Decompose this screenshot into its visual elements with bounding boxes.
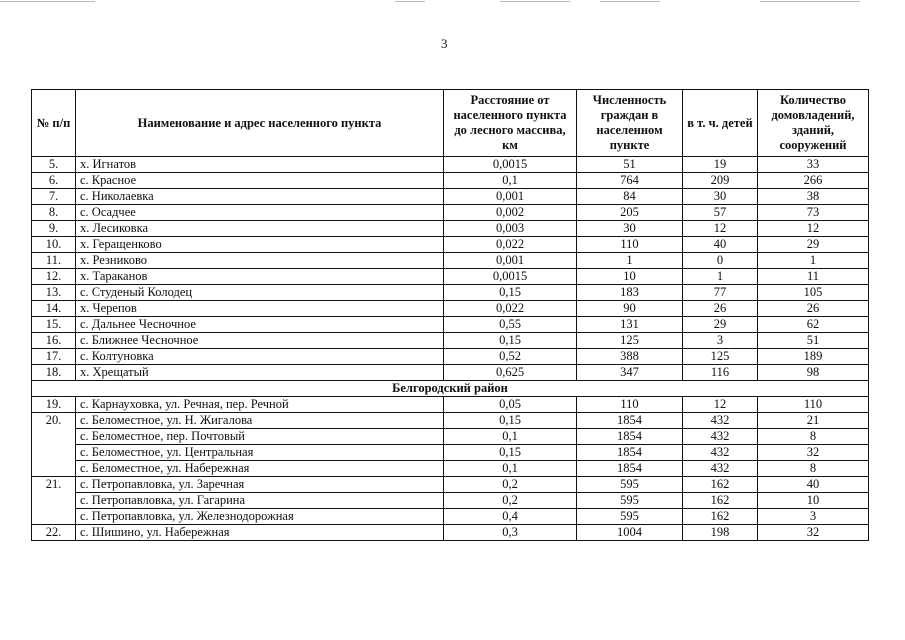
cell-num: 7. xyxy=(32,189,76,205)
cell-buildings: 26 xyxy=(758,301,869,317)
cell-distance: 0,15 xyxy=(444,413,577,429)
cell-distance: 0,05 xyxy=(444,397,577,413)
cell-children: 432 xyxy=(683,445,758,461)
cell-buildings: 32 xyxy=(758,525,869,541)
cell-children: 12 xyxy=(683,397,758,413)
cell-population: 110 xyxy=(577,397,683,413)
cell-buildings: 38 xyxy=(758,189,869,205)
table-row xyxy=(32,429,869,445)
cell-name: с. Беломестное, пер. Почтовый xyxy=(76,429,444,445)
cell-name: с. Николаевка xyxy=(76,189,444,205)
cell-buildings: 12 xyxy=(758,221,869,237)
cell-population: 131 xyxy=(577,317,683,333)
cell-children: 40 xyxy=(683,237,758,253)
cell-name: х. Черепов xyxy=(76,301,444,317)
cell-population: 125 xyxy=(577,333,683,349)
cell-buildings: 21 xyxy=(758,413,869,429)
table-row xyxy=(32,461,869,477)
table-row xyxy=(32,477,869,493)
cell-children: 77 xyxy=(683,285,758,301)
cell-name: с. Петропавловка, ул. Заречная xyxy=(76,477,444,493)
cell-children: 162 xyxy=(683,477,758,493)
cell-num: 16. xyxy=(32,333,76,349)
cell-buildings: 40 xyxy=(758,477,869,493)
cell-num: 9. xyxy=(32,221,76,237)
cell-distance: 0,022 xyxy=(444,237,577,253)
scan-artifact xyxy=(760,1,860,2)
cell-population: 1854 xyxy=(577,429,683,445)
cell-buildings: 3 xyxy=(758,509,869,525)
cell-population: 1854 xyxy=(577,461,683,477)
settlements-table xyxy=(31,89,869,541)
cell-name: с. Дальнее Чесночное xyxy=(76,317,444,333)
cell-distance: 0,022 xyxy=(444,301,577,317)
cell-children: 432 xyxy=(683,429,758,445)
cell-population: 10 xyxy=(577,269,683,285)
table-row xyxy=(32,189,869,205)
cell-children: 162 xyxy=(683,509,758,525)
cell-children: 29 xyxy=(683,317,758,333)
cell-buildings: 1 xyxy=(758,253,869,269)
cell-children: 1 xyxy=(683,269,758,285)
section-title: Белгородский район xyxy=(32,381,869,397)
cell-name: с. Красное xyxy=(76,173,444,189)
cell-num: 22. xyxy=(32,525,76,541)
cell-num: 19. xyxy=(32,397,76,413)
cell-children: 19 xyxy=(683,157,758,173)
cell-children: 432 xyxy=(683,461,758,477)
table-row xyxy=(32,237,869,253)
cell-population: 1854 xyxy=(577,413,683,429)
cell-children: 0 xyxy=(683,253,758,269)
cell-buildings: 266 xyxy=(758,173,869,189)
cell-distance: 0,3 xyxy=(444,525,577,541)
cell-buildings: 62 xyxy=(758,317,869,333)
cell-distance: 0,003 xyxy=(444,221,577,237)
cell-buildings: 51 xyxy=(758,333,869,349)
cell-num: 10. xyxy=(32,237,76,253)
table-row xyxy=(32,525,869,541)
cell-num: 5. xyxy=(32,157,76,173)
table-row xyxy=(32,301,869,317)
table-row xyxy=(32,445,869,461)
cell-population: 1854 xyxy=(577,445,683,461)
cell-name: с. Петропавловка, ул. Гагарина xyxy=(76,493,444,509)
scan-artifact xyxy=(600,1,660,2)
cell-children: 57 xyxy=(683,205,758,221)
table-row xyxy=(32,221,869,237)
cell-buildings: 11 xyxy=(758,269,869,285)
cell-buildings: 8 xyxy=(758,461,869,477)
cell-population: 595 xyxy=(577,477,683,493)
cell-buildings: 105 xyxy=(758,285,869,301)
page-number: 3 xyxy=(441,36,448,51)
cell-children: 26 xyxy=(683,301,758,317)
cell-num: 8. xyxy=(32,205,76,221)
cell-population: 84 xyxy=(577,189,683,205)
cell-name: с. Ближнее Чесночное xyxy=(76,333,444,349)
cell-num: 15. xyxy=(32,317,76,333)
cell-children: 198 xyxy=(683,525,758,541)
cell-buildings: 98 xyxy=(758,365,869,381)
cell-population: 388 xyxy=(577,349,683,365)
cell-population: 595 xyxy=(577,493,683,509)
cell-num: 18. xyxy=(32,365,76,381)
cell-buildings: 73 xyxy=(758,205,869,221)
cell-population: 110 xyxy=(577,237,683,253)
cell-population: 1004 xyxy=(577,525,683,541)
cell-children: 116 xyxy=(683,365,758,381)
cell-population: 764 xyxy=(577,173,683,189)
cell-distance: 0,625 xyxy=(444,365,577,381)
cell-name: х. Игнатов xyxy=(76,157,444,173)
cell-distance: 0,1 xyxy=(444,429,577,445)
cell-name: с. Студеный Колодец xyxy=(76,285,444,301)
header-buildings: Количество домовладений, зданий, сооружений xyxy=(758,90,869,157)
table-row xyxy=(32,365,869,381)
cell-buildings: 29 xyxy=(758,237,869,253)
cell-name: с. Осадчее xyxy=(76,205,444,221)
table-row xyxy=(32,269,869,285)
table-row xyxy=(32,349,869,365)
header-children: в т. ч. детей xyxy=(683,90,758,157)
cell-name: с. Беломестное, ул. Н. Жигалова xyxy=(76,413,444,429)
cell-name: х. Резниково xyxy=(76,253,444,269)
table-row xyxy=(32,493,869,509)
cell-children: 3 xyxy=(683,333,758,349)
cell-distance: 0,15 xyxy=(444,285,577,301)
table-row xyxy=(32,157,869,173)
scan-artifact xyxy=(0,1,95,2)
table-row xyxy=(32,397,869,413)
section-row xyxy=(32,381,869,397)
cell-name: х. Лесиковка xyxy=(76,221,444,237)
cell-name: с. Беломестное, ул. Набережная xyxy=(76,461,444,477)
cell-buildings: 8 xyxy=(758,429,869,445)
cell-children: 125 xyxy=(683,349,758,365)
cell-population: 51 xyxy=(577,157,683,173)
cell-children: 209 xyxy=(683,173,758,189)
cell-distance: 0,52 xyxy=(444,349,577,365)
cell-name: х. Хрещатый xyxy=(76,365,444,381)
cell-num: 17. xyxy=(32,349,76,365)
cell-population: 347 xyxy=(577,365,683,381)
table-row xyxy=(32,333,869,349)
cell-buildings: 33 xyxy=(758,157,869,173)
cell-children: 12 xyxy=(683,221,758,237)
table-row xyxy=(32,413,869,429)
cell-population: 205 xyxy=(577,205,683,221)
header-distance: Расстояние от населенного пункта до лесного массива, км xyxy=(444,90,577,157)
cell-num: 14. xyxy=(32,301,76,317)
table-row xyxy=(32,509,869,525)
cell-name: х. Геращенково xyxy=(76,237,444,253)
table-row xyxy=(32,205,869,221)
cell-num: 20. xyxy=(32,413,76,477)
cell-distance: 0,15 xyxy=(444,333,577,349)
scan-artifact xyxy=(395,1,425,2)
cell-distance: 0,0015 xyxy=(444,157,577,173)
header-name: Наименование и адрес населенного пункта xyxy=(76,90,444,157)
cell-population: 183 xyxy=(577,285,683,301)
cell-buildings: 32 xyxy=(758,445,869,461)
cell-children: 432 xyxy=(683,413,758,429)
cell-distance: 0,0015 xyxy=(444,269,577,285)
cell-distance: 0,001 xyxy=(444,253,577,269)
table-row xyxy=(32,253,869,269)
cell-distance: 0,55 xyxy=(444,317,577,333)
cell-name: х. Тараканов xyxy=(76,269,444,285)
cell-num: 11. xyxy=(32,253,76,269)
cell-distance: 0,1 xyxy=(444,173,577,189)
header-population: Численность граждан в населенном пункте xyxy=(577,90,683,157)
cell-population: 90 xyxy=(577,301,683,317)
cell-distance: 0,4 xyxy=(444,509,577,525)
cell-distance: 0,001 xyxy=(444,189,577,205)
cell-name: с. Беломестное, ул. Центральная xyxy=(76,445,444,461)
table-row xyxy=(32,173,869,189)
cell-population: 1 xyxy=(577,253,683,269)
cell-population: 30 xyxy=(577,221,683,237)
cell-buildings: 10 xyxy=(758,493,869,509)
cell-distance: 0,002 xyxy=(444,205,577,221)
cell-name: с. Шишино, ул. Набережная xyxy=(76,525,444,541)
cell-distance: 0,15 xyxy=(444,445,577,461)
cell-buildings: 189 xyxy=(758,349,869,365)
cell-num: 13. xyxy=(32,285,76,301)
cell-num: 21. xyxy=(32,477,76,525)
cell-distance: 0,2 xyxy=(444,493,577,509)
cell-name: с. Петропавловка, ул. Железнодорожная xyxy=(76,509,444,525)
table-row xyxy=(32,285,869,301)
cell-name: с. Колтуновка xyxy=(76,349,444,365)
header-num: № п/п xyxy=(32,90,76,157)
cell-num: 12. xyxy=(32,269,76,285)
scan-artifact xyxy=(500,1,570,2)
table-header-row xyxy=(32,90,869,157)
cell-num: 6. xyxy=(32,173,76,189)
cell-children: 162 xyxy=(683,493,758,509)
cell-name: с. Карнауховка, ул. Речная, пер. Речной xyxy=(76,397,444,413)
cell-distance: 0,2 xyxy=(444,477,577,493)
cell-buildings: 110 xyxy=(758,397,869,413)
cell-children: 30 xyxy=(683,189,758,205)
table-row xyxy=(32,317,869,333)
cell-population: 595 xyxy=(577,509,683,525)
cell-distance: 0,1 xyxy=(444,461,577,477)
